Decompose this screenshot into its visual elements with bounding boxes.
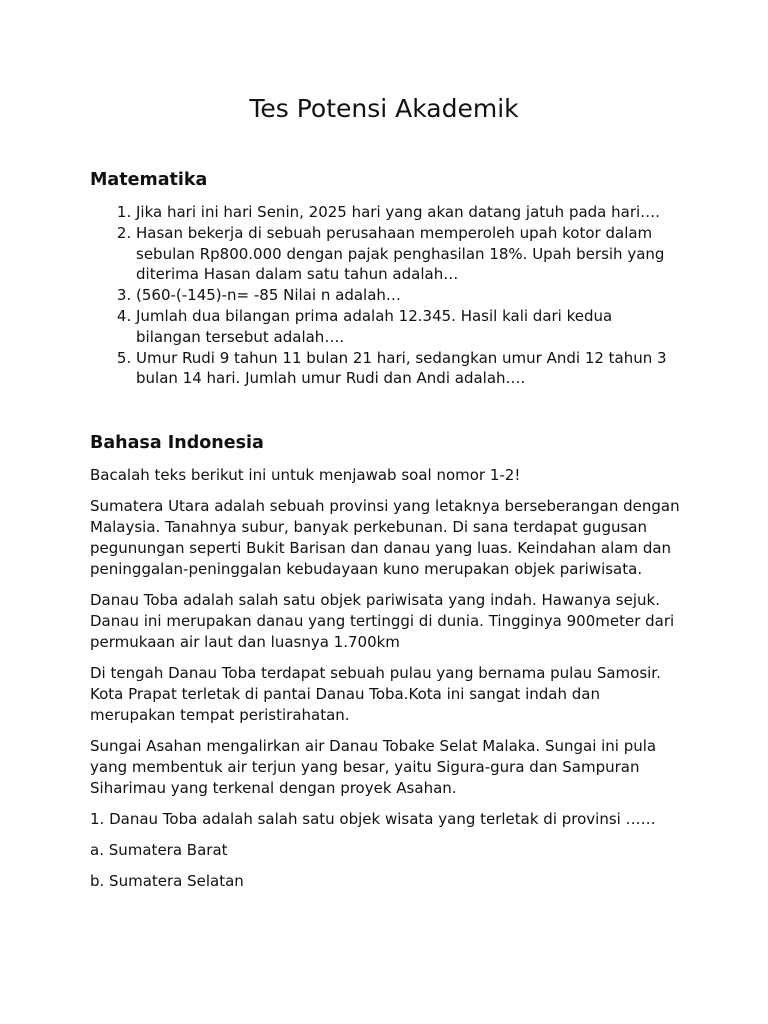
answer-option: b. Sumatera Selatan xyxy=(90,872,244,890)
list-item: 2. Hasan bekerja di sebuah perusahaan memperoleh upah kotor dalam sebulan Rp800.000 dengan pajak penghasilan 18%. Upah bersih yang diterima Hasan dalam satu tahun adalah… xyxy=(136,223,680,285)
paragraph: Danau Toba adalah salah satu objek pariwisata yang indah. Hawanya sejuk. Danau ini merupakan danau yang tertinggi di dunia. Tingginya 900meter dari permukaan air laut dan luasnya 1.700km xyxy=(90,591,675,651)
list-item: 4. Jumlah dua bilangan prima adalah 12.345. Hasil kali dari kedua bilangan tersebut adalah…. xyxy=(136,306,680,348)
answer-option: a. Sumatera Barat xyxy=(90,841,228,859)
instruction-text: Bacalah teks berikut ini untuk menjawab soal nomor 1-2! xyxy=(90,466,521,484)
question-text: 1. Danau Toba adalah salah satu objek wisata yang terletak di provinsi …… xyxy=(90,810,656,828)
bahasa-indonesia-body xyxy=(90,465,682,902)
list-item: 5. Umur Rudi 9 tahun 11 bulan 21 hari, sedangkan umur Andi 12 tahun 3 bulan 14 hari. Jumlah umur Rudi dan Andi adalah…. xyxy=(136,348,680,390)
list-item: 1. Jika hari ini hari Senin, 2025 hari yang akan datang jatuh pada hari…. xyxy=(136,202,680,223)
paragraph: Di tengah Danau Toba terdapat sebuah pulau yang bernama pulau Samosir. Kota Prapat terletak di pantai Danau Toba.Kota ini sangat indah dan merupakan tempat peristirahatan. xyxy=(90,664,661,724)
list-item: 3. (560-(-145)-n= -85 Nilai n adalah… xyxy=(136,285,680,306)
paragraph: Sungai Asahan mengalirkan air Danau Tobake Selat Malaka. Sungai ini pula yang membentuk air terjun yang besar, yaitu Sigura-gura dan Sampuran Siharimau yang terkenal dengan proyek Asahan. xyxy=(90,737,657,797)
page-title: Tes Potensi Akademik xyxy=(249,94,519,123)
matematika-question-list xyxy=(90,202,680,389)
section-heading-matematika: Matematika xyxy=(90,170,208,190)
section-heading-bahasa-indonesia: Bahasa Indonesia xyxy=(90,433,264,453)
paragraph: Sumatera Utara adalah sebuah provinsi yang letaknya berseberangan dengan Malaysia. Tanahnya subur, banyak perkebunan. Di sana terdapat gugusan pegunungan seperti Bukit Barisan dan danau yang luas. Keindahan alam dan peninggalan-peninggalan kebudayaan kuno merupakan objek pariwisata. xyxy=(90,497,680,578)
